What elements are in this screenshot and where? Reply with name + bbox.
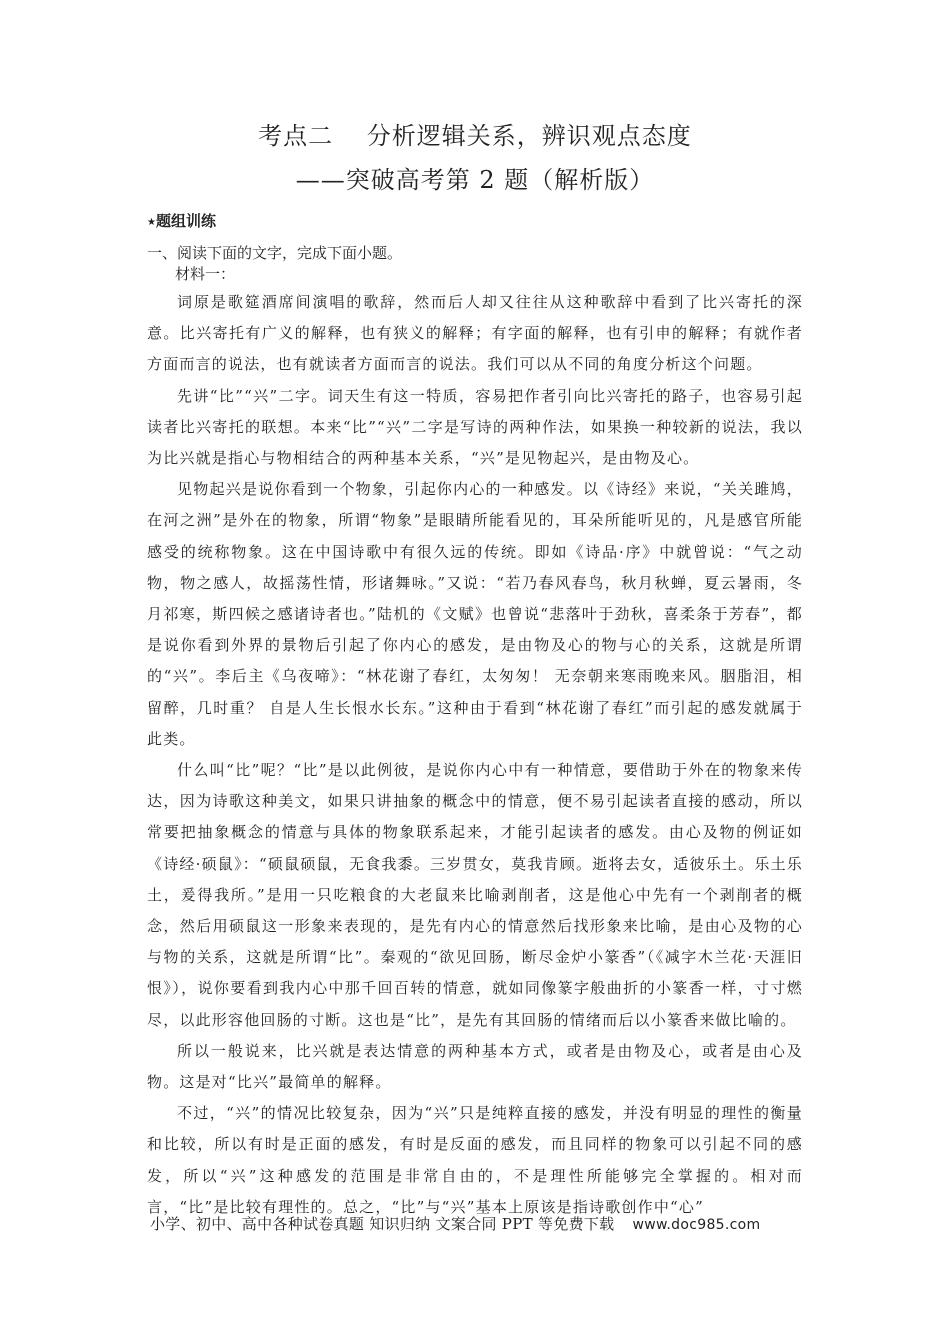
passage-body [147, 287, 803, 1223]
paragraph: 所以一般说来，比兴就是表达情意的两种基本方式，或者是由物及心，或者是由心及物。这是对“比兴”最简单的解释。 [147, 1041, 803, 1092]
paragraph: 先讲“比”“兴”二字。词天生有这一特质，容易把作者引向比兴寄托的路子，也容易引起读者比兴寄托的联想。本来“比”“兴”二字是写诗的两种作法，如果换一种较新的说法，我以为比兴就是指心与物相结合的两种基本关系，“兴”是见物起兴，是由物及心。 [147, 386, 803, 468]
paragraph: 见物起兴是说你看到一个物象，引起你内心的一种感发。以《诗经》来说，“关关雎鸠，在河之洲”是外在的物象，所谓“物象”是眼睛所能看见的，耳朵所能听见的，凡是感官所能感受的统称物象。这在中国诗歌中有很久远的传统。即如《诗品·序》中就曾说：“气之动物，物之感人，故摇荡性情，形诸舞咏。”又说：“若乃春风春鸟，秋月秋蝉，夏云暑雨，冬月祁寒，斯四候之感诸诗者也。”陆机的《文赋》也曾说“悲落叶于劲秋，喜柔条于芳春”，都是说你看到外界的景物后引起了你内心的感发，是由物及心的物与心的关系，这就是所谓的“兴”。李后主《乌夜啼》：“林花谢了春红，太匆匆！ 无奈朝来寒雨晚来风。胭脂泪，相留醉，几时重？ 自是人生长恨水长东。”这种由于看到“林花谢了春红”而引起的感发就属于此类。 [147, 480, 803, 748]
paragraph: 不过，“兴”的情况比较复杂，因为“兴”只是纯粹直接的感发，并没有明显的理性的衡量和比较，所以有时是正面的感发，有时是反面的感发，而且同样的物象可以引起不同的感发，所以“兴”这种感发的范围是非常自由的，不是理性所能够完全掌握的。相对而言，“比”是比较有理性的。总之，“比”与“兴”基本上原该是指诗歌创作中“心” [147, 1104, 803, 1216]
page-title: 考点二 分析逻辑关系，辨识观点态度 [258, 122, 692, 150]
footer-text: 小学、初中、高中各种试卷真题 知识归纳 文案合同 PPT 等免费下载 [150, 1215, 615, 1233]
footer-link[interactable]: www.doc985.com [632, 1217, 761, 1233]
page-subtitle: ——突破高考第 2 题（解析版） [295, 166, 655, 194]
question-heading: 一、阅读下面的文字，完成下面小题。 [147, 244, 403, 262]
section-label [147, 210, 216, 231]
section-label-text: 题组训练 [155, 212, 216, 230]
paragraph: 什么叫“比”呢？“比”是以此例彼，是说你内心中有一种情意，要借助于外在的物象来传达，因为诗歌这种美文，如果只讲抽象的概念中的情意，便不易引起读者直接的感动，所以常要把抽象概念的情意与具体的物象联系起来，才能引起读者的感发。由心及物的例证如《诗经·硕鼠》：“硕鼠硕鼠，无食我黍。三岁贯女，莫我肯顾。逝将去女，适彼乐土。乐土乐土，爰得我所。”是用一只吃粮食的大老鼠来比喻剥削者，这是他心中先有一个剥削者的概念，然后用硕鼠这一形象来表现的，是先有内心的情意然后找形象来比喻，是由心及物的心与物的关系，这就是所谓“比”。秦观的“欲见回肠，断尽金炉小篆香”（《减字木兰花·天涯旧恨》），说你要看到我内心中那千回百转的情意，就如同像篆字般曲折的小篆香一样，寸寸燃尽，以此形容他回肠的寸断。这也是“比”，是先有其回肠的情绪而后以小篆香来做比喻的。 [147, 761, 803, 1029]
star-icon: ★ [147, 217, 156, 228]
paragraph: 词原是歌筵酒席间演唱的歌辞，然而后人却又往往从这种歌辞中看到了比兴寄托的深意。比兴寄托有广义的解释，也有狭义的解释；有字面的解释，也有引申的解释；有就作者方面而言的说法，也有就读者方面而言的说法。我们可以从不同的角度分析这个问题。 [147, 293, 803, 374]
page-footer [150, 1213, 800, 1234]
material-label: 材料一： [175, 265, 236, 283]
